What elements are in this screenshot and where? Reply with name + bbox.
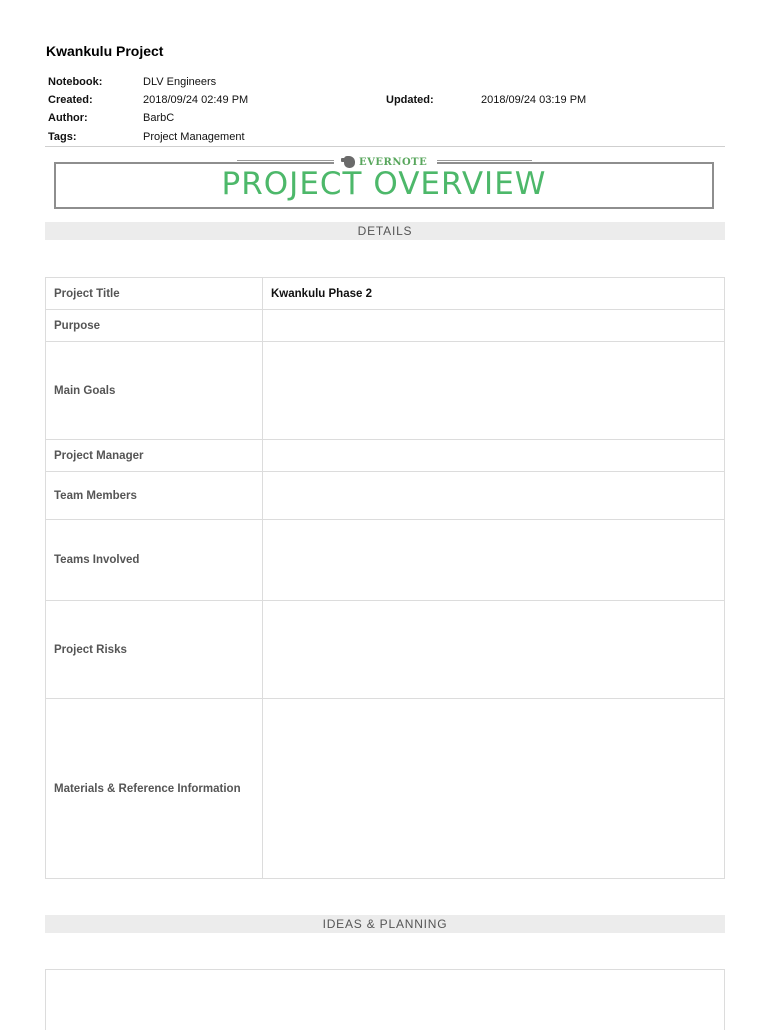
row-label: Purpose: [46, 310, 263, 342]
row-label: Project Title: [46, 278, 263, 310]
badge-line-left: [237, 160, 334, 161]
row-value[interactable]: [263, 699, 725, 879]
row-label: Team Members: [46, 472, 263, 520]
ideas-section-header: IDEAS & PLANNING: [45, 915, 725, 933]
table-row: [46, 342, 725, 440]
table-row: [46, 310, 725, 342]
ideas-content-box[interactable]: [45, 969, 725, 1030]
notebook-label: Notebook:: [48, 76, 103, 88]
header-divider: [45, 146, 725, 147]
row-value[interactable]: [263, 342, 725, 440]
details-table: [45, 277, 725, 879]
updated-value: 2018/09/24 03:19 PM: [481, 94, 587, 106]
updated-label: Updated:: [386, 94, 434, 106]
overview-heading: PROJECT OVERVIEW: [221, 166, 547, 202]
row-label: Teams Involved: [46, 520, 263, 601]
created-value: 2018/09/24 02:49 PM: [143, 94, 249, 106]
row-value[interactable]: [263, 310, 725, 342]
row-value[interactable]: [263, 601, 725, 699]
table-row: [46, 699, 725, 879]
author-label: Author:: [48, 112, 88, 124]
details-section-header: DETAILS: [45, 222, 725, 240]
evernote-brand-text: EVERNOTE: [359, 156, 428, 168]
notebook-value[interactable]: DLV Engineers: [143, 76, 217, 88]
tags-value[interactable]: Project Management: [143, 131, 245, 143]
table-row: [46, 440, 725, 472]
tags-label: Tags:: [48, 131, 77, 143]
table-row: [46, 520, 725, 601]
table-row: [46, 472, 725, 520]
table-row: [46, 601, 725, 699]
row-value[interactable]: [263, 520, 725, 601]
row-label: Main Goals: [46, 342, 263, 440]
note-title: Kwankulu Project: [46, 43, 164, 59]
row-value[interactable]: [263, 440, 725, 472]
row-label: Project Manager: [46, 440, 263, 472]
row-value[interactable]: [263, 472, 725, 520]
created-label: Created:: [48, 94, 93, 106]
table-row: [46, 278, 725, 310]
badge-line-right: [436, 160, 532, 161]
row-value[interactable]: Kwankulu Phase 2: [263, 278, 725, 310]
row-label: Materials & Reference Information: [46, 699, 263, 879]
row-label: Project Risks: [46, 601, 263, 699]
author-value: BarbC: [143, 112, 175, 124]
